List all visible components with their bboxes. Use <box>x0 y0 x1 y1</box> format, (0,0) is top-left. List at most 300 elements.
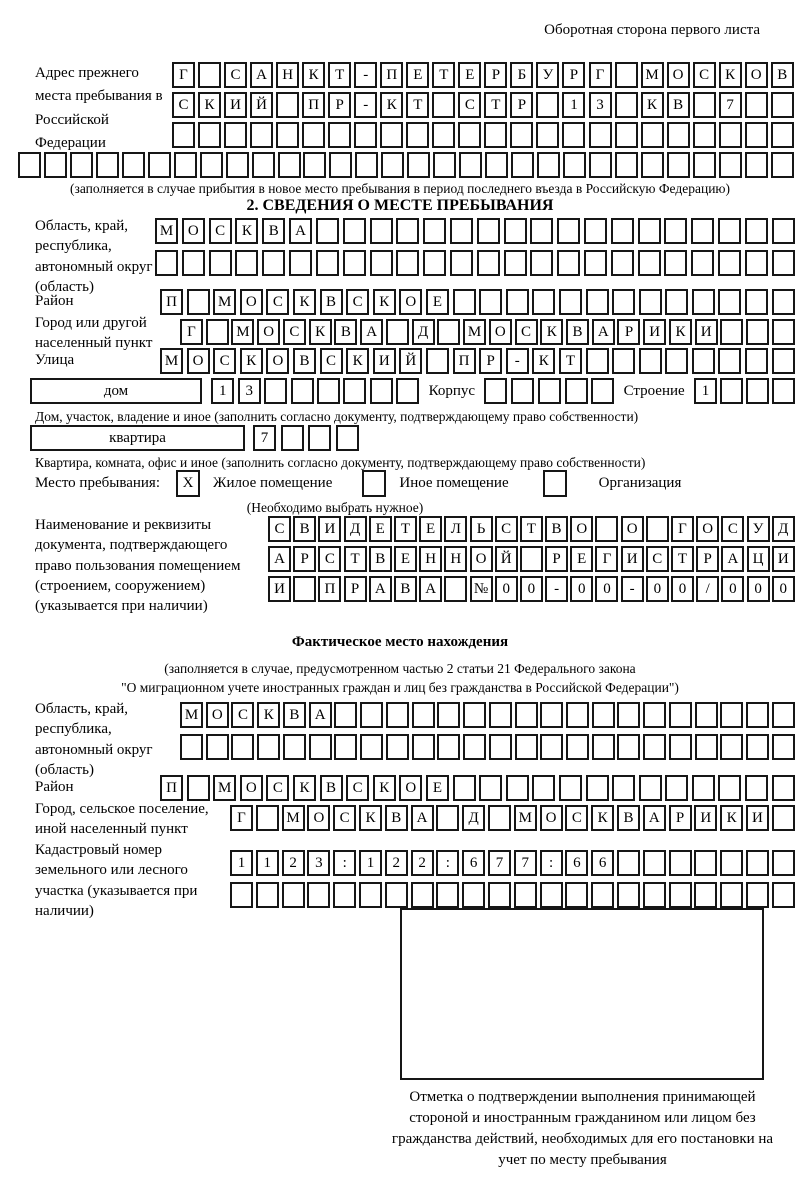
char-cell: С <box>209 218 232 244</box>
prev-address-row-1 <box>172 62 794 88</box>
char-cell: И <box>746 805 769 831</box>
mesto-note: (Необходимо выбрать нужное) <box>246 500 424 515</box>
char-cell <box>669 850 692 876</box>
char-cell <box>667 152 690 178</box>
char-cell <box>639 289 662 315</box>
char-cell: Л <box>444 516 467 542</box>
char-cell: К <box>346 348 369 374</box>
char-cell: Н <box>276 62 299 88</box>
char-cell: 3 <box>238 378 261 404</box>
char-cell <box>617 734 640 760</box>
char-cell: Р <box>293 546 316 572</box>
char-cell <box>745 348 768 374</box>
mesto-row <box>35 470 681 497</box>
char-cell <box>293 576 316 602</box>
zhiloe-label: Жилое помещение <box>213 475 333 491</box>
char-cell: О <box>667 62 690 88</box>
char-cell <box>615 62 638 88</box>
char-cell <box>70 152 93 178</box>
char-cell: Р <box>510 92 533 118</box>
char-cell <box>380 122 403 148</box>
char-cell <box>360 734 383 760</box>
char-cell <box>354 122 377 148</box>
fact-rayon-label: Район <box>35 779 74 795</box>
char-cell: О <box>399 289 422 315</box>
char-cell: М <box>180 702 203 728</box>
char-cell <box>333 882 356 908</box>
char-cell <box>334 734 357 760</box>
fact-oblast-row-2 <box>180 734 795 760</box>
char-cell: В <box>293 348 316 374</box>
back-side-note: Оборотная сторона первого листа <box>544 22 760 38</box>
char-cell: В <box>566 319 589 345</box>
char-cell: 1 <box>562 92 585 118</box>
gorod-row <box>180 319 795 345</box>
char-cell: 0 <box>595 576 618 602</box>
char-cell <box>530 218 553 244</box>
char-cell: О <box>540 805 563 831</box>
char-cell: О <box>621 516 644 542</box>
char-cell <box>359 882 382 908</box>
fact-gorod-row <box>230 805 795 831</box>
char-cell <box>515 734 538 760</box>
char-cell <box>256 805 279 831</box>
char-cell: Й <box>399 348 422 374</box>
char-cell: 0 <box>520 576 543 602</box>
char-cell <box>458 122 481 148</box>
char-cell: К <box>302 62 325 88</box>
char-cell: Г <box>595 546 618 572</box>
char-cell <box>432 122 455 148</box>
char-cell <box>612 775 635 801</box>
char-cell <box>412 734 435 760</box>
char-cell <box>174 152 197 178</box>
char-cell: Т <box>394 516 417 542</box>
char-cell: Р <box>562 62 585 88</box>
char-cell <box>278 152 301 178</box>
char-cell <box>589 122 612 148</box>
char-cell: С <box>346 289 369 315</box>
char-cell <box>182 250 205 276</box>
char-cell: К <box>591 805 614 831</box>
char-cell <box>643 702 666 728</box>
char-cell <box>641 152 664 178</box>
char-cell <box>746 734 769 760</box>
char-cell: Р <box>617 319 640 345</box>
stamp-caption: Отметка о подтверждении выполнения принимающей стороной и иностранным гражданином или лицом без гражданства действий, необходимых для его постановки на учет по месту пребывания <box>391 1089 774 1168</box>
char-cell <box>665 775 688 801</box>
char-cell: Б <box>510 62 533 88</box>
char-cell: П <box>453 348 476 374</box>
char-cell <box>746 702 769 728</box>
char-cell: К <box>309 319 332 345</box>
char-cell <box>343 378 366 404</box>
char-cell: Т <box>344 546 367 572</box>
char-cell <box>612 289 635 315</box>
char-cell <box>669 882 692 908</box>
char-cell: Т <box>432 62 455 88</box>
char-cell: К <box>641 92 664 118</box>
char-cell <box>328 122 351 148</box>
char-cell <box>772 348 795 374</box>
char-cell <box>772 775 795 801</box>
char-cell: О <box>696 516 719 542</box>
char-cell <box>334 702 357 728</box>
char-cell <box>693 152 716 178</box>
gorod-label: Город или другой населенный пункт <box>35 315 153 352</box>
char-cell: Е <box>419 516 442 542</box>
char-cell <box>692 775 715 801</box>
char-cell <box>370 250 393 276</box>
char-cell: С <box>495 516 518 542</box>
char-cell <box>122 152 145 178</box>
char-cell <box>520 546 543 572</box>
char-cell <box>226 152 249 178</box>
char-cell: Т <box>559 348 582 374</box>
char-cell <box>148 152 171 178</box>
char-cell: О <box>240 775 263 801</box>
char-cell: - <box>354 92 377 118</box>
char-cell <box>695 702 718 728</box>
char-cell: С <box>266 289 289 315</box>
prev-address-note: (заполняется в случае прибытия в новое место пребывания в период последнего въезда в Российскую Федерацию) <box>69 181 731 196</box>
char-cell: - <box>545 576 568 602</box>
char-cell <box>584 250 607 276</box>
char-cell: И <box>621 546 644 572</box>
char-cell: 0 <box>747 576 770 602</box>
char-cell: 2 <box>411 850 434 876</box>
char-cell: О <box>257 319 280 345</box>
char-cell: С <box>646 546 669 572</box>
char-cell <box>411 882 434 908</box>
char-cell <box>187 289 210 315</box>
char-cell: К <box>532 348 555 374</box>
fact-oblast-label: Область, край, республика, автономный округ (область) <box>35 701 153 778</box>
char-cell: - <box>621 576 644 602</box>
rayon-label: Район <box>35 293 74 309</box>
char-cell: А <box>250 62 273 88</box>
char-cell <box>485 152 508 178</box>
char-cell <box>746 378 769 404</box>
char-cell <box>746 319 769 345</box>
char-cell <box>643 882 666 908</box>
char-cell <box>746 850 769 876</box>
char-cell <box>720 850 743 876</box>
char-cell <box>514 882 537 908</box>
char-cell: А <box>289 218 312 244</box>
char-cell <box>559 289 582 315</box>
char-cell <box>412 702 435 728</box>
char-cell: П <box>160 775 183 801</box>
char-cell <box>302 122 325 148</box>
char-cell: 0 <box>772 576 795 602</box>
char-cell <box>355 152 378 178</box>
char-cell <box>565 378 588 404</box>
char-cell <box>231 734 254 760</box>
char-cell <box>718 348 741 374</box>
char-cell <box>343 250 366 276</box>
char-cell <box>504 218 527 244</box>
char-cell: С <box>346 775 369 801</box>
char-cell: 0 <box>721 576 744 602</box>
char-cell: О <box>182 218 205 244</box>
prev-address-label: Адрес прежнего места пребывания в Российской Федерации <box>35 65 163 151</box>
char-cell: Г <box>589 62 612 88</box>
char-cell: Р <box>669 805 692 831</box>
char-cell <box>563 152 586 178</box>
char-cell: Й <box>495 546 518 572</box>
char-cell <box>665 289 688 315</box>
char-cell <box>506 289 529 315</box>
char-cell: П <box>302 92 325 118</box>
doc-row-2 <box>268 546 795 572</box>
char-cell: 7 <box>253 425 276 451</box>
char-cell: В <box>334 319 357 345</box>
char-cell <box>611 218 634 244</box>
char-cell <box>745 122 768 148</box>
char-cell <box>745 152 768 178</box>
char-cell: С <box>693 62 716 88</box>
char-cell: Е <box>426 775 449 801</box>
char-cell: Е <box>369 516 392 542</box>
char-cell <box>343 218 366 244</box>
char-cell <box>692 348 715 374</box>
char-cell <box>667 122 690 148</box>
char-cell: 1 <box>694 378 717 404</box>
prev-address-row-2 <box>172 92 794 118</box>
char-cell <box>695 734 718 760</box>
char-cell <box>586 348 609 374</box>
doc-row-3 <box>268 576 795 602</box>
char-cell <box>329 152 352 178</box>
char-cell <box>612 348 635 374</box>
char-cell <box>370 378 393 404</box>
char-cell: С <box>318 546 341 572</box>
char-cell <box>772 289 795 315</box>
char-cell <box>643 734 666 760</box>
char-cell: С <box>458 92 481 118</box>
char-cell <box>423 218 446 244</box>
char-cell <box>694 850 717 876</box>
char-cell <box>317 378 340 404</box>
char-cell: 6 <box>565 850 588 876</box>
char-cell: 6 <box>591 850 614 876</box>
char-cell <box>370 218 393 244</box>
char-cell <box>209 250 232 276</box>
char-cell: П <box>318 576 341 602</box>
char-cell: Е <box>458 62 481 88</box>
char-cell <box>718 289 741 315</box>
char-cell: В <box>667 92 690 118</box>
char-cell <box>664 250 687 276</box>
char-cell <box>772 805 795 831</box>
char-cell: И <box>695 319 718 345</box>
char-cell <box>693 122 716 148</box>
char-cell <box>720 378 743 404</box>
char-cell <box>235 250 258 276</box>
char-cell: М <box>231 319 254 345</box>
char-cell <box>316 218 339 244</box>
oblast-row-1 <box>155 218 795 244</box>
char-cell <box>506 775 529 801</box>
char-cell <box>615 92 638 118</box>
char-cell: Е <box>406 62 429 88</box>
char-cell: И <box>268 576 291 602</box>
char-cell: Д <box>462 805 485 831</box>
char-cell: К <box>235 218 258 244</box>
char-cell <box>307 882 330 908</box>
char-cell: Г <box>172 62 195 88</box>
char-cell <box>584 218 607 244</box>
char-cell <box>611 250 634 276</box>
char-cell: Т <box>328 62 351 88</box>
char-cell: Р <box>545 546 568 572</box>
kadastr-label: Кадастровый номер земельного или лесного участка (указывается при наличии) <box>35 842 198 919</box>
char-cell: Н <box>444 546 467 572</box>
char-cell <box>406 122 429 148</box>
char-cell: К <box>293 289 316 315</box>
char-cell: М <box>213 775 236 801</box>
char-cell <box>462 882 485 908</box>
char-cell: М <box>463 319 486 345</box>
char-cell: В <box>262 218 285 244</box>
stamp-box <box>400 908 764 1080</box>
prev-address-row-4 <box>18 152 794 178</box>
char-cell: Р <box>484 62 507 88</box>
char-cell <box>316 250 339 276</box>
char-cell <box>453 289 476 315</box>
char-cell: Д <box>412 319 435 345</box>
fact-note-2: "О миграционном учете иностранных граждан и лиц без гражданства в Российской Федерации") <box>121 680 679 695</box>
char-cell <box>407 152 430 178</box>
char-cell <box>665 348 688 374</box>
char-cell: К <box>669 319 692 345</box>
char-cell <box>291 378 314 404</box>
char-cell <box>586 289 609 315</box>
char-cell <box>257 734 280 760</box>
char-cell <box>426 348 449 374</box>
kadastr-row-2 <box>230 882 795 908</box>
char-cell: О <box>307 805 330 831</box>
char-cell <box>459 152 482 178</box>
char-cell: 7 <box>488 850 511 876</box>
kvartira-cells <box>253 425 359 451</box>
inoe-label: Иное помещение <box>399 475 509 491</box>
char-cell <box>720 702 743 728</box>
char-cell <box>206 319 229 345</box>
char-cell <box>360 702 383 728</box>
char-cell <box>198 62 221 88</box>
char-cell <box>772 850 795 876</box>
char-cell <box>772 250 795 276</box>
char-cell: А <box>643 805 666 831</box>
char-cell <box>615 152 638 178</box>
char-cell: Г <box>180 319 203 345</box>
kvartira-note: Квартира, комната, офис и иное (заполнить согласно документу, подтверждающему право собственности) <box>35 455 646 470</box>
char-cell: В <box>771 62 794 88</box>
char-cell: Г <box>671 516 694 542</box>
char-cell <box>283 734 306 760</box>
char-cell: / <box>696 576 719 602</box>
char-cell <box>477 250 500 276</box>
char-cell <box>537 152 560 178</box>
char-cell: Е <box>570 546 593 572</box>
char-cell <box>720 734 743 760</box>
char-cell: Т <box>520 516 543 542</box>
char-cell <box>511 152 534 178</box>
dom-note: Дом, участок, владение и иное (заполнить согласно документу, подтверждающему право собственности) <box>35 409 639 424</box>
char-cell: О <box>240 289 263 315</box>
char-cell: О <box>399 775 422 801</box>
char-cell <box>589 152 612 178</box>
char-cell <box>230 882 253 908</box>
char-cell <box>437 734 460 760</box>
char-cell: С <box>565 805 588 831</box>
char-cell <box>591 378 614 404</box>
char-cell <box>718 775 741 801</box>
char-cell: В <box>617 805 640 831</box>
char-cell <box>532 775 555 801</box>
ulitsa-label: Улица <box>35 352 75 368</box>
char-cell <box>276 92 299 118</box>
char-cell <box>479 289 502 315</box>
char-cell <box>615 122 638 148</box>
char-cell <box>772 882 795 908</box>
char-cell <box>532 289 555 315</box>
char-cell: : <box>436 850 459 876</box>
char-cell: 2 <box>385 850 408 876</box>
char-cell <box>488 882 511 908</box>
char-cell: К <box>720 805 743 831</box>
char-cell <box>396 218 419 244</box>
char-cell: А <box>268 546 291 572</box>
doc-label: Наименование и реквизиты документа, подтверждающего право пользования помещением (строением, сооружением) (указывается при наличии) <box>35 517 241 614</box>
char-cell <box>692 289 715 315</box>
dom-label-box: дом <box>30 378 202 404</box>
char-cell <box>745 250 768 276</box>
char-cell: А <box>411 805 434 831</box>
char-cell <box>566 702 589 728</box>
char-cell <box>396 250 419 276</box>
section2-title: 2. СВЕДЕНИЯ О МЕСТЕ ПРЕБЫВАНИЯ <box>246 197 554 214</box>
char-cell <box>559 775 582 801</box>
char-cell: Т <box>484 92 507 118</box>
char-cell <box>772 378 795 404</box>
char-cell: Р <box>328 92 351 118</box>
char-cell <box>720 882 743 908</box>
char-cell <box>746 882 769 908</box>
char-cell: В <box>545 516 568 542</box>
oblast-row-2 <box>155 250 795 276</box>
zhiloe-checkbox: X <box>176 470 200 497</box>
char-cell: Ь <box>470 516 493 542</box>
char-cell: И <box>318 516 341 542</box>
char-cell: Н <box>419 546 442 572</box>
char-cell: С <box>721 516 744 542</box>
char-cell: К <box>373 775 396 801</box>
char-cell <box>691 218 714 244</box>
char-cell: К <box>719 62 742 88</box>
char-cell <box>276 122 299 148</box>
char-cell <box>450 218 473 244</box>
char-cell <box>540 882 563 908</box>
char-cell <box>44 152 67 178</box>
char-cell <box>538 378 561 404</box>
char-cell <box>96 152 119 178</box>
char-cell <box>18 152 41 178</box>
char-cell: А <box>369 576 392 602</box>
char-cell: У <box>747 516 770 542</box>
